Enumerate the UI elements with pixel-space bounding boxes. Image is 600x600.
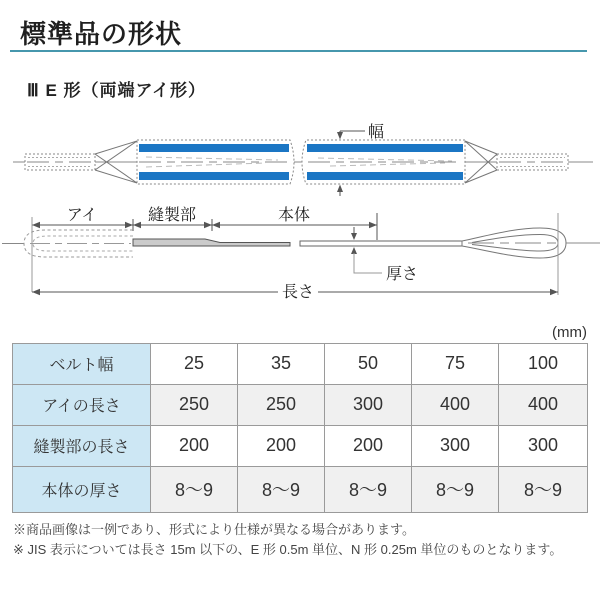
length-label: 長さ (281, 284, 315, 301)
cell: 200 (325, 425, 412, 466)
arrowhead (212, 222, 220, 228)
row-header-eye-length: アイの長さ (13, 384, 151, 425)
cell: 8～9 (151, 466, 238, 512)
page-title: 標準品の形状 (20, 19, 183, 49)
cell: 200 (238, 425, 325, 466)
width-arrow-up (337, 185, 343, 193)
thickness-leader-line (354, 253, 382, 273)
cell: 8～9 (499, 466, 588, 512)
section-subtitle: Ⅲ E 形（両端アイ形） (27, 81, 206, 100)
table-unit-label: (mm) (552, 324, 587, 341)
belt-side-view-diagram (0, 195, 600, 305)
thickness-label: 厚さ (386, 266, 419, 283)
row-header-belt-width: ベルト幅 (13, 344, 151, 385)
spec-table (12, 343, 588, 513)
cell: 250 (151, 384, 238, 425)
table-row (13, 384, 588, 425)
footnotes (13, 520, 562, 560)
cell: 300 (325, 384, 412, 425)
blue-stripe (307, 144, 463, 152)
cell: 75 (412, 344, 499, 385)
table-row (13, 425, 588, 466)
cell: 250 (238, 384, 325, 425)
blue-stripe (139, 144, 289, 152)
width-arrow-down (337, 132, 343, 140)
cell: 200 (151, 425, 238, 466)
arrowhead (204, 222, 212, 228)
cell: 400 (499, 384, 588, 425)
blue-stripe (307, 172, 463, 180)
body-label: 本体 (277, 207, 311, 224)
arrowhead (550, 289, 558, 295)
footnote-jis: ※ JIS 表示については長さ 15m 以下の、E 形 0.5m 単位、N 形 0.25m 単位のものとなります。 (13, 542, 563, 557)
cell: 25 (151, 344, 238, 385)
sewn-section-label: 縫製部 (147, 207, 197, 224)
arrowhead (133, 222, 141, 228)
blue-stripe (139, 172, 289, 180)
cell: 400 (412, 384, 499, 425)
thickness-arrow-down (351, 233, 357, 240)
arrowhead (32, 289, 40, 295)
footnote-product-image: ※商品画像は一例であり、形式により仕様が異なる場合があります。 (13, 522, 415, 537)
arrowhead (125, 222, 133, 228)
belt-top-view-diagram (0, 100, 600, 200)
row-header-sewn-length: 縫製部の長さ (13, 425, 151, 466)
width-label: 幅 (368, 124, 385, 141)
eye-label: アイ (66, 207, 98, 224)
thickness-arrow-up (351, 247, 357, 254)
arrowhead (369, 222, 377, 228)
table-row (13, 466, 588, 512)
row-header-body-thickness: 本体の厚さ (13, 466, 151, 512)
arrowhead (32, 222, 40, 228)
sewn-section-bar (133, 239, 290, 246)
cell: 100 (499, 344, 588, 385)
title-underline (10, 50, 587, 52)
table-row (13, 344, 588, 385)
cell: 300 (499, 425, 588, 466)
cell: 8～9 (238, 466, 325, 512)
cell: 300 (412, 425, 499, 466)
cell: 8～9 (412, 466, 499, 512)
body-bar (300, 241, 470, 246)
cell: 50 (325, 344, 412, 385)
cell: 8～9 (325, 466, 412, 512)
cell: 35 (238, 344, 325, 385)
